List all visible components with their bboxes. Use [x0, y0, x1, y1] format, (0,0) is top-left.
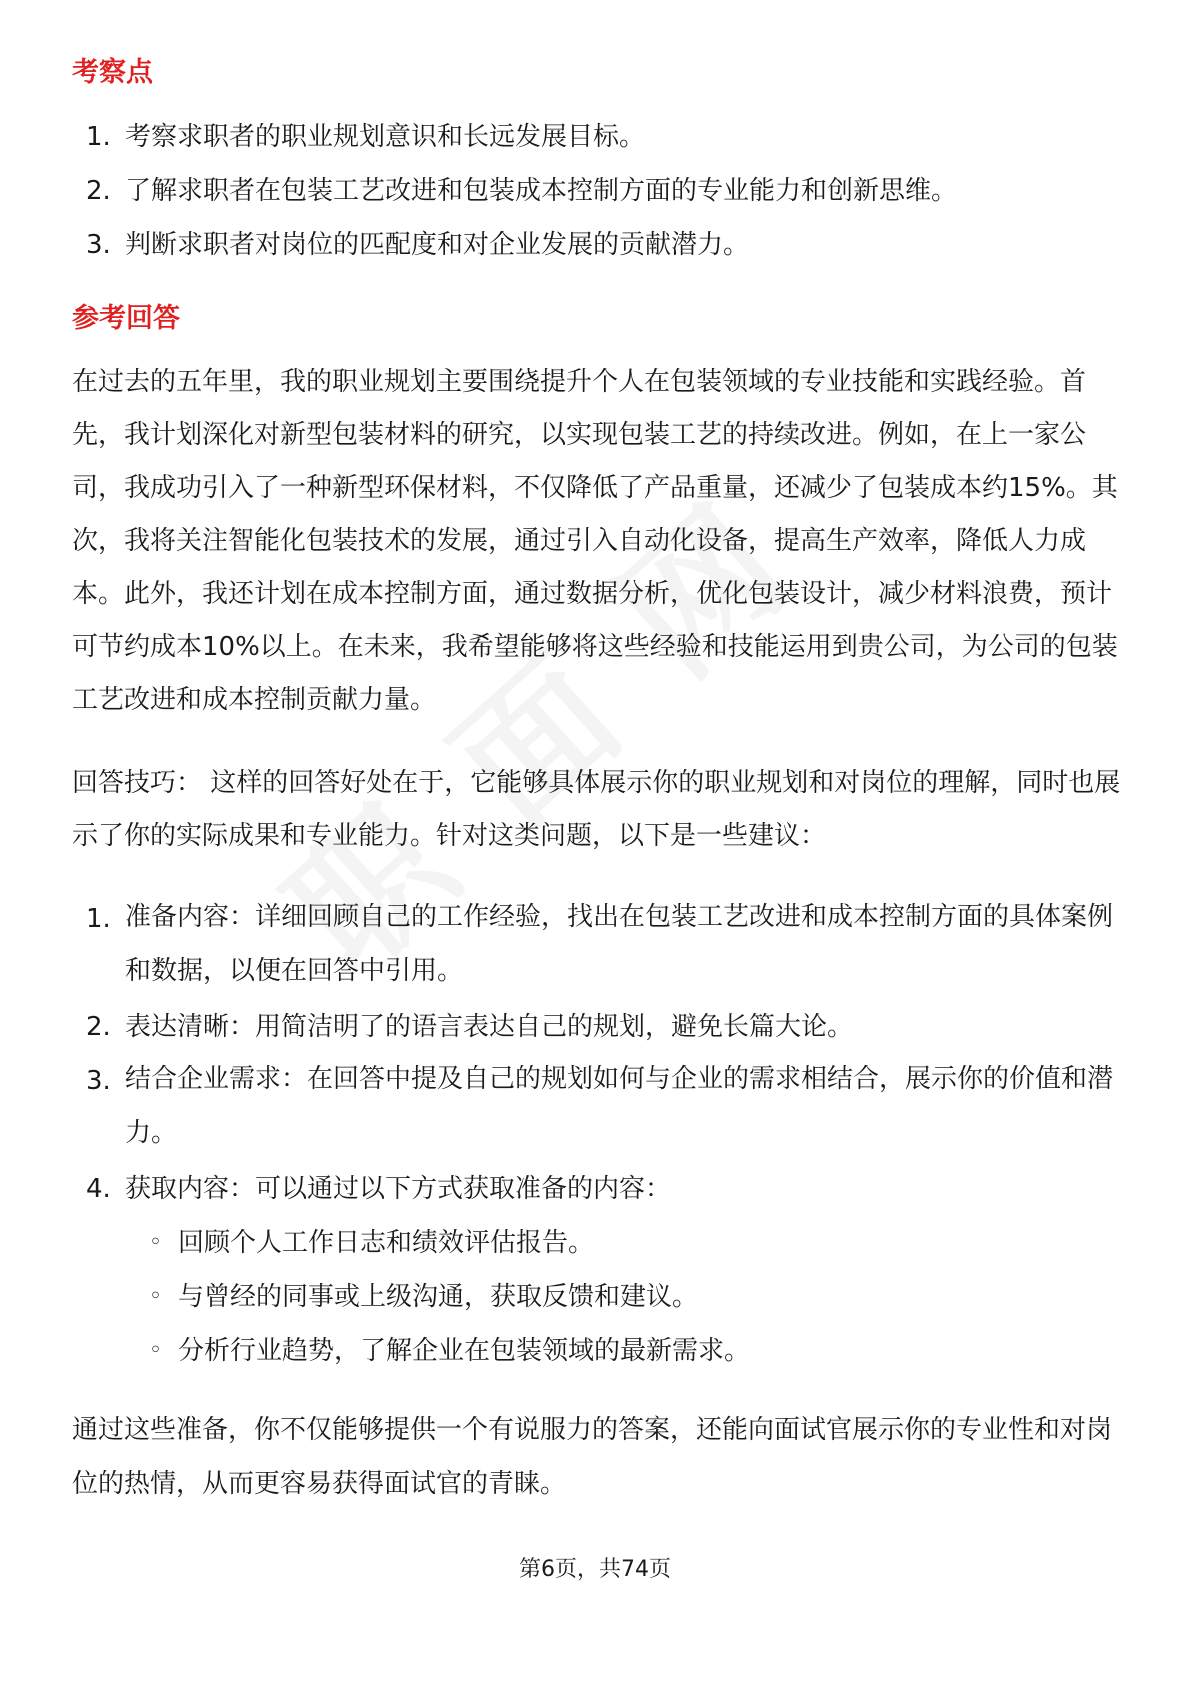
- list-item: 考察求职者的职业规划意识和长远发展目标。: [125, 122, 646, 152]
- bullet-icon: ◦: [149, 1230, 162, 1255]
- list-item: 结合企业需求：在回答中提及自己的规划如何与企业的需求相结合，展示你的价值和潜力。: [125, 1064, 1114, 1148]
- list-item: 了解求职者在包装工艺改进和包装成本控制方面的专业能力和创新思维。: [125, 176, 958, 206]
- bullet-icon: ◦: [149, 1284, 162, 1309]
- tips-intro: 回答技巧： 这样的回答好处在于，它能够具体展示你的职业规划和对岗位的理解，同时也展示了你的实际成果和专业能力。针对这类问题，以下是一些建议：: [72, 768, 1121, 851]
- list-number: 3.: [86, 230, 111, 260]
- list-number: 2.: [86, 176, 111, 206]
- sub-list-item: 与曾经的同事或上级沟通，获取反馈和建议。: [178, 1282, 699, 1312]
- section-heading-cankaohuida: 参考回答: [72, 303, 180, 334]
- list-number: 2.: [86, 1012, 111, 1042]
- sub-list-item: 分析行业趋势，了解企业在包装领域的最新需求。: [178, 1336, 751, 1366]
- bullet-icon: ◦: [149, 1338, 162, 1363]
- list-item: 准备内容：详细回顾自己的工作经验，找出在包装工艺改进和成本控制方面的具体案例和数据，以便在回答中引用。: [125, 902, 1114, 986]
- list-number: 3.: [86, 1066, 111, 1096]
- page-number: 第6页，共74页: [519, 1557, 671, 1582]
- list-number: 1.: [86, 904, 111, 934]
- list-item: 表达清晰：用简洁明了的语言表达自己的规划，避免长篇大论。: [125, 1012, 854, 1042]
- closing-paragraph: 通过这些准备，你不仅能够提供一个有说服力的答案，还能向面试官展示你的专业性和对岗位的热情，从而更容易获得面试官的青睐。: [72, 1415, 1113, 1499]
- sub-list-item: 回顾个人工作日志和绩效评估报告。: [178, 1228, 595, 1258]
- section-heading-kaochadian: 考察点: [72, 57, 153, 88]
- answer-paragraph: 在过去的五年里，我的职业规划主要围绕提升个人在包装领域的专业技能和实践经验。首先，我计划深化对新型包装材料的研究，以实现包装工艺的持续改进。例如，在上一家公司，我成功引入了一种新型环保材料，不仅降低了产品重量，还减少了包装成本约15%。其次，我将关注智能化包装技术的发展，通过引入自动化设备，提高生产效率，降低人力成本。此外，我还计划在成本控制方面，通过数据分析，优化包装设计，减少材料浪费，预计可节约成本10%以上。在未来，我希望能够将这些经验和技能运用到贵公司，为公司的包装工艺改进和成本控制贡献力量。: [72, 367, 1118, 715]
- list-item: 获取内容：可以通过以下方式获取准备的内容：: [125, 1174, 672, 1204]
- list-number: 1.: [86, 122, 111, 152]
- list-item: 判断求职者对岗位的匹配度和对企业发展的贡献潜力。: [125, 230, 750, 260]
- list-number: 4.: [86, 1174, 111, 1204]
